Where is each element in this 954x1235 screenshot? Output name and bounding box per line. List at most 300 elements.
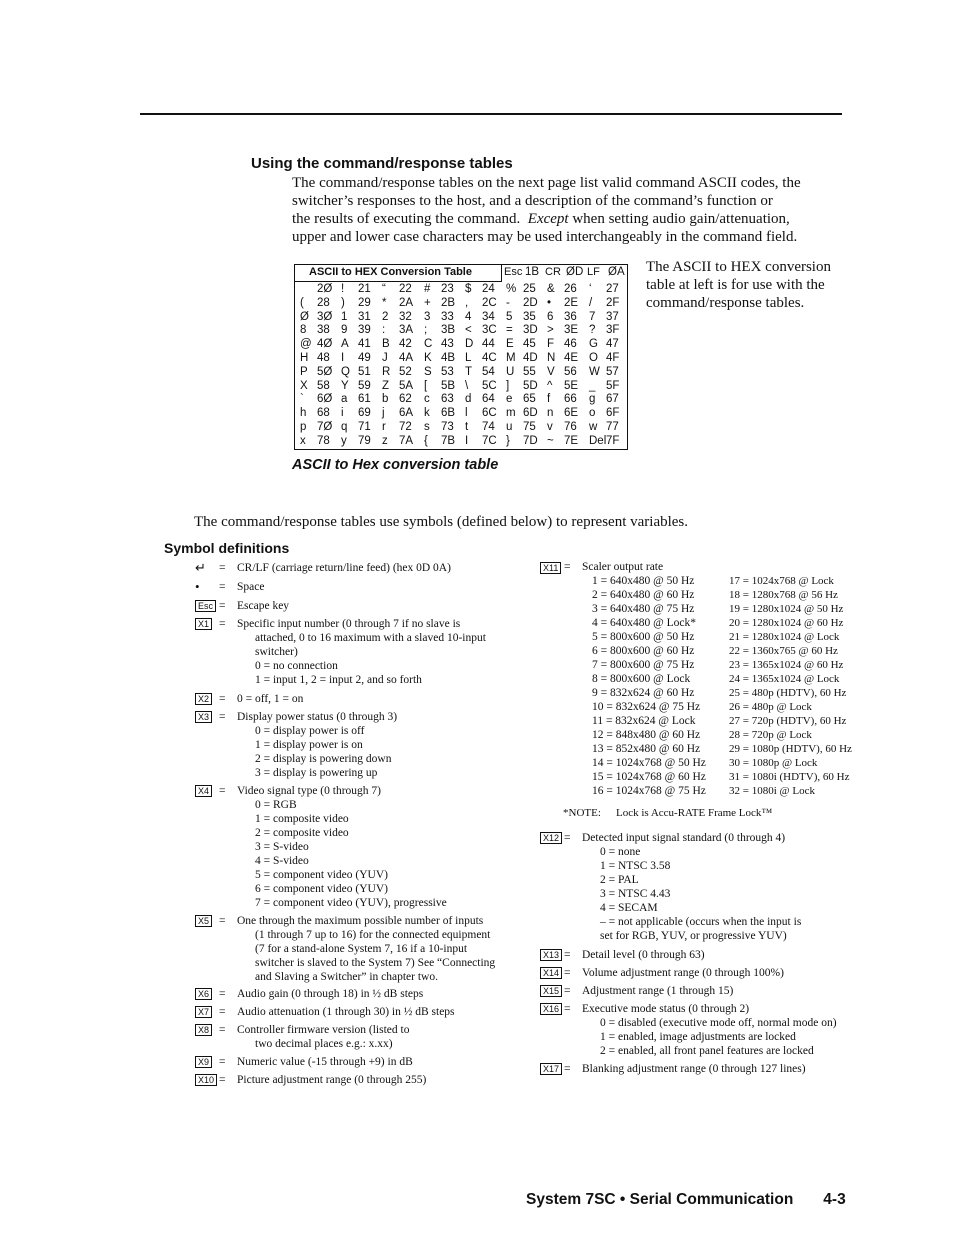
symbol-tag: X13 [540,949,562,961]
definition-line: Escape key [237,600,290,612]
equals-sign: = [219,988,226,1000]
ascii-hex: 5B [441,379,456,392]
ascii-char: s [424,421,430,433]
rate-item: 20 = 1280x1024 @ 60 Hz [729,617,844,629]
definition-line: 5 = component video (YUV) [255,869,388,881]
symbol-tag: X1 [195,618,212,630]
ascii-char: 5 [506,310,513,323]
intro-paragraph [292,174,844,246]
ascii-char: f [547,393,551,406]
ascii-char: 1 [341,310,348,323]
ascii-hex: 47 [606,338,619,351]
symbol-tag: X2 [195,693,212,705]
ascii-hex: 4C [482,352,497,364]
note-label: *NOTE: [563,807,601,819]
ascii-char: C [424,338,433,351]
ascii-char: = [506,324,513,337]
ascii-char: b [382,393,389,406]
ascii-hex: 7D [523,434,538,447]
symbol-tag: X14 [540,967,562,979]
ascii-char: ? [589,324,596,337]
ascii-hex: 72 [399,421,412,433]
ascii-hex: 4Ø [317,338,333,351]
ascii-header-char: LF [587,266,600,278]
ascii-header-hex: ØD [566,266,584,278]
symbol-tag: X16 [540,1003,562,1015]
ascii-hex: 69 [358,407,371,420]
ascii-char: * [382,296,387,309]
ascii-char: ‘ [589,283,592,295]
ascii-char: I [341,352,345,364]
symbol-tag: X15 [540,985,562,997]
rate-item: 23 = 1365x1024 @ 60 Hz [729,659,844,671]
ascii-hex: 3Ø [317,310,333,323]
definition-line: Adjustment range (1 through 15) [582,985,734,997]
rate-item: 24 = 1365x1024 @ Lock [729,673,840,685]
ascii-char: Z [382,379,390,392]
definition-line: Audio gain (0 through 18) in ½ dB steps [237,988,424,1000]
ascii-char: / [589,296,593,309]
symbol-tag: X5 [195,915,212,927]
symbol-tag: X7 [195,1006,212,1018]
ascii-char: “ [382,283,386,295]
ascii-hex: 67 [606,393,619,406]
symbol-tag: X3 [195,711,212,723]
ascii-hex: 62 [399,393,412,406]
rate-item: 16 = 1024x768 @ 75 Hz [592,785,706,797]
rate-item: 21 = 1280x1024 @ Lock [729,631,840,643]
definition-line: and Slaving a Switcher” in chapter two. [255,971,438,983]
ascii-char: @ [300,338,312,351]
definition-line: 0 = display power is off [255,725,365,737]
rate-item: 1 = 640x480 @ 50 Hz [592,575,695,587]
definition-line: 1 = enabled, image adjustments are locked [600,1031,796,1043]
ascii-char: < [465,324,472,337]
ascii-char: M [506,352,516,364]
definition-line: Numeric value (-15 through +9) in dB [237,1056,413,1068]
ascii-hex: 4E [564,352,579,364]
ascii-char: n [547,407,554,420]
ascii-hex: 2F [606,296,620,309]
rate-item: 2 = 640x480 @ 60 Hz [592,589,695,601]
definition-line: Detected input signal standard (0 through 4) [582,832,786,844]
ascii-hex: 4F [606,352,620,364]
symbols-intro: The command/response tables use symbols (defined below) to represent variables. [194,514,689,530]
ascii-char: i [341,407,344,420]
definition-line: Specific input number (0 through 7 if no slave is [237,618,461,630]
ascii-char: t [465,421,469,433]
intro-except: Except [527,211,569,227]
section-title: Using the command/response tables [251,155,513,172]
table-caption: ASCII to Hex conversion table [292,457,499,473]
ascii-char: 2 [382,310,389,323]
ascii-char: { [424,434,428,447]
ascii-char: U [506,365,515,378]
ascii-hex: 39 [358,324,371,337]
ascii-hex: 78 [317,434,330,447]
ascii-hex: 52 [399,365,412,378]
ascii-hex: 7Ø [317,421,333,433]
ascii-char: a [341,393,348,406]
top-rule [140,113,842,115]
definition-line: 2 = enabled, all front panel features are locked [600,1045,814,1057]
ascii-char: Y [341,379,349,392]
ascii-char: y [341,434,347,447]
rate-item: 11 = 832x624 @ Lock [592,715,696,727]
rate-item: 22 = 1360x765 @ 60 Hz [729,645,838,657]
equals-sign: = [219,600,226,612]
ascii-char: j [382,407,385,420]
ascii-hex: 2A [399,296,414,309]
ascii-hex: 61 [358,393,371,406]
definition-line: 2 = PAL [600,874,639,886]
equals-sign: = [219,1056,226,1068]
definition-line: two decimal places e.g.: x.xx) [255,1038,393,1050]
symbol-tag: X10 [195,1074,217,1086]
ascii-hex: 46 [564,338,577,351]
ascii-char: ) [341,296,345,309]
ascii-hex: 74 [482,421,495,433]
definition-line: Executive mode status (0 through 2) [582,1003,750,1015]
definition-line: 6 = component video (YUV) [255,883,388,895]
definition-line: 1 = composite video [255,813,349,825]
ascii-hex: 3C [482,324,497,337]
ascii-char: J [382,352,388,364]
ascii-char: O [589,352,598,364]
ascii-char: T [465,365,473,378]
ascii-hex: 3B [441,324,456,337]
ascii-char: > [547,324,554,337]
equals-sign: = [219,1074,226,1086]
definition-line: 2 = composite video [255,827,349,839]
definition-line: Audio attenuation (1 through 30) in ½ dB steps [237,1006,455,1018]
ascii-hex: 5F [606,379,620,392]
ascii-char: ` [300,393,304,406]
ascii-hex: 3A [399,324,414,337]
symbol: • [195,579,200,594]
equals-sign: = [219,581,226,593]
ascii-hex: 58 [317,379,330,392]
ascii-char: p [300,421,307,433]
rate-item: 10 = 832x624 @ 75 Hz [592,701,701,713]
ascii-hex: 3E [564,324,579,337]
intro-line: upper and lower case characters may be used interchangeably in the command field. [292,229,798,245]
ascii-hex: 66 [564,393,577,406]
definition-line: Display power status (0 through 3) [237,711,398,723]
ascii-header-char: CR [545,266,561,278]
definition-line: Scaler output rate [582,561,664,573]
rate-item: 19 = 1280x1024 @ 50 Hz [729,603,844,615]
ascii-hex: 53 [441,365,454,378]
definition-line: 0 = off, 1 = on [237,693,304,705]
rate-item: 7 = 800x600 @ 75 Hz [592,659,695,671]
rate-item: 26 = 480p @ Lock [729,701,812,713]
footer-title: System 7SC • Serial Communication [526,1191,794,1208]
equals-sign: = [564,985,571,997]
intro-line: The command/response tables on the next page list valid command ASCII codes, the [292,175,801,191]
equals-sign: = [219,785,226,797]
ascii-char: V [547,365,555,378]
definition-line: set for RGB, YUV, or progressive YUV) [600,930,787,942]
definition-line: 1 = display power is on [255,739,363,751]
ascii-note-line: table at left is for use with the [646,277,825,293]
definition-line: 7 = component video (YUV), progressive [255,897,447,909]
rate-item: 15 = 1024x768 @ 60 Hz [592,771,706,783]
ascii-char: F [547,338,555,351]
ascii-hex: 28 [317,296,330,309]
symbol-tag: X12 [540,832,562,844]
symbol-tag: X11 [540,562,561,574]
equals-sign: = [564,967,571,979]
ascii-char: m [506,407,516,420]
ascii-char: c [424,393,430,406]
equals-sign: = [564,561,571,573]
definition-line: (1 through 7 up to 16) for the connected equipment [255,929,491,941]
intro-line: switcher’s responses to the host, and a description of the command’s function or [292,193,773,209]
intro-line [292,210,844,228]
ascii-hex: 27 [606,283,619,295]
ascii-char: h [300,407,307,420]
ascii-char: d [465,393,472,406]
ascii-char: R [382,365,391,378]
ascii-hex: 5Ø [317,365,333,378]
ascii-hex: 2Ø [317,283,333,295]
ascii-hex: 71 [358,421,371,433]
symbol-tag: X4 [195,785,212,797]
ascii-char: g [589,393,596,406]
ascii-hex: 33 [441,310,454,323]
ascii-hex: 6E [564,407,579,420]
rate-item: 18 = 1280x768 @ 56 Hz [729,589,838,601]
definition-line: 3 = NTSC 4.43 [600,888,671,900]
equals-sign: = [219,1006,226,1018]
ascii-hex: 7A [399,434,414,447]
ascii-hex: 2D [523,296,538,309]
rate-item: 27 = 720p (HDTV), 60 Hz [729,715,847,727]
ascii-char: L [465,352,472,364]
definition-line: 0 = RGB [255,799,297,811]
ascii-header-title: ASCII to HEX Conversion Table [309,266,472,278]
rate-item: 14 = 1024x768 @ 50 Hz [592,757,706,769]
definition-line: 0 = no connection [255,660,338,672]
ascii-hex: 5E [564,379,579,392]
symbol-tag: X8 [195,1024,212,1036]
ascii-hex: 44 [482,338,495,351]
ascii-char: v [547,421,553,433]
definition-line: 0 = disabled (executive mode off, normal mode on) [600,1017,837,1029]
ascii-hex: 73 [441,421,454,433]
ascii-hex: 7F [606,434,620,447]
ascii-hex: 6F [606,407,620,420]
ascii-char: [ [424,379,428,392]
ascii-char: & [547,283,555,295]
ascii-hex: 45 [523,338,536,351]
definition-line: attached, 0 to 16 maximum with a slaved 10-input [255,632,486,644]
ascii-hex: 5D [523,379,538,392]
definition-line: switcher is slaved to the System 7) See “Connecting [255,957,496,969]
symbol-tag: X17 [540,1063,562,1075]
definition-line: – = not applicable (occurs when the input is [600,916,802,928]
ascii-char: A [341,338,349,351]
ascii-hex-table [294,264,628,450]
ascii-hex: 38 [317,324,330,337]
equals-sign: = [219,562,226,574]
definition-line: 3 = display is powering up [255,767,378,779]
ascii-char: 3 [424,310,431,323]
ascii-note-line: The ASCII to HEX conversion [646,259,831,275]
definition-line: 0 = none [600,846,641,858]
ascii-char: K [424,352,432,364]
symbol-definitions-title: Symbol definitions [164,540,290,556]
ascii-char: k [424,407,430,420]
ascii-char: P [300,365,308,378]
equals-sign: = [219,1024,226,1036]
ascii-char: u [506,421,513,433]
rate-item: 9 = 832x624 @ 60 Hz [592,687,695,699]
definition-line: 1 = NTSC 3.58 [600,860,671,872]
ascii-char: G [589,338,598,351]
rate-item: 8 = 800x600 @ Lock [592,673,691,685]
ascii-hex: 29 [358,296,371,309]
ascii-char: ] [506,379,510,392]
definition-line: 3 = S-video [255,841,309,853]
ascii-hex: 7C [482,434,497,447]
ascii-hex: 41 [358,338,371,351]
definition-line: switcher) [255,646,298,658]
rate-item: 29 = 1080p (HDTV), 60 Hz [729,743,852,755]
ascii-char: % [506,283,517,295]
ascii-char: } [506,434,510,447]
definition-line: Controller firmware version (listed to [237,1024,410,1036]
equals-sign: = [219,915,226,927]
ascii-char: • [547,296,552,309]
ascii-hex: 49 [358,352,371,364]
footer-page-number: 4-3 [823,1191,846,1208]
note-text: Lock is Accu-RATE Frame Lock™ [616,807,773,819]
ascii-hex: 34 [482,310,495,323]
ascii-hex: 36 [564,310,577,323]
ascii-char: w [589,421,598,433]
ascii-hex: 31 [358,310,371,323]
ascii-hex: 7B [441,434,456,447]
ascii-hex: 35 [523,310,536,323]
ascii-hex: 65 [523,393,536,406]
definition-line: 4 = SECAM [600,902,658,914]
rate-item: 13 = 852x480 @ 60 Hz [592,743,701,755]
ascii-hex: 4D [523,352,538,364]
ascii-char: l [465,407,468,420]
ascii-char: 8 [300,324,307,337]
ascii-hex: 2B [441,296,456,309]
ascii-hex: 2E [564,296,579,309]
intro-text: when setting audio gain/attenuation, [572,211,790,227]
equals-sign: = [564,1003,571,1015]
ascii-hex: 55 [523,365,536,378]
rate-item: 4 = 640x480 @ Lock* [592,617,696,629]
definition-line: 4 = S-video [255,855,309,867]
ascii-hex: 6A [399,407,414,420]
ascii-char: B [382,338,390,351]
ascii-hex: 54 [482,365,495,378]
ascii-hex: 76 [564,421,577,433]
ascii-hex: 2C [482,296,497,309]
ascii-hex: 6C [482,407,497,420]
ascii-char: 7 [589,310,596,323]
ascii-char: e [506,393,513,406]
ascii-hex: 77 [606,421,619,433]
ascii-hex: 22 [399,283,412,295]
ascii-char: E [506,338,514,351]
ascii-char: ^ [547,379,553,392]
ascii-char: , [465,296,469,309]
ascii-hex: 79 [358,434,371,447]
rate-item: 17 = 1024x768 @ Lock [729,575,834,587]
ascii-hex: 37 [606,310,619,323]
ascii-hex: 32 [399,310,412,323]
ascii-hex: 6D [523,407,538,420]
ascii-char: Q [341,365,350,378]
equals-sign: = [219,711,226,723]
equals-sign: = [564,1063,571,1075]
ascii-hex: 5C [482,379,497,392]
equals-sign: = [564,832,571,844]
ascii-char: Ø [300,310,309,323]
ascii-char: : [382,324,386,337]
ascii-char: 6 [547,310,554,323]
symbol-tag: X9 [195,1056,212,1068]
ascii-header-char: Esc [504,266,523,278]
ascii-char: S [424,365,432,378]
ascii-hex: 51 [358,365,371,378]
ascii-hex: 21 [358,283,371,295]
ascii-char: ( [300,296,304,309]
symbol-tag: Esc [195,600,216,612]
ascii-hex: 3F [606,324,620,337]
ascii-hex: 56 [564,365,577,378]
ascii-char: _ [589,379,596,392]
ascii-hex: 25 [523,283,536,295]
definition-line: Blanking adjustment range (0 through 127 lines) [582,1063,806,1075]
definition-line: Space [237,581,265,593]
ascii-char: - [506,296,510,309]
rate-item: 30 = 1080p @ Lock [729,757,818,769]
ascii-hex: 57 [606,365,619,378]
definition-line: CR/LF (carriage return/line feed) (hex 0D 0A) [237,562,451,574]
ascii-hex: 43 [441,338,454,351]
rate-item: 6 = 800x600 @ 60 Hz [592,645,695,657]
ascii-hex: 3D [523,324,538,337]
ascii-header-hex: 1B [525,266,540,278]
ascii-char: $ [465,283,472,295]
ascii-char: r [382,421,386,433]
ascii-hex: 63 [441,393,454,406]
intro-text: the results of executing the command. [292,211,521,227]
ascii-hex: 6B [441,407,456,420]
ascii-hex: 4A [399,352,414,364]
ascii-char: W [589,365,600,378]
ascii-char: o [589,407,596,420]
definition-line: Detail level (0 through 63) [582,949,705,961]
rate-item: 31 = 1080i (HDTV), 60 Hz [729,771,850,783]
ascii-char: q [341,421,348,433]
ascii-char: X [300,379,308,392]
rate-item: 25 = 480p (HDTV), 60 Hz [729,687,847,699]
equals-sign: = [219,693,226,705]
ascii-char: D [465,338,474,351]
ascii-char: I [465,434,469,447]
ascii-note-line: command/response tables. [646,295,805,311]
definition-line: 1 = input 1, 2 = input 2, and so forth [255,674,422,686]
